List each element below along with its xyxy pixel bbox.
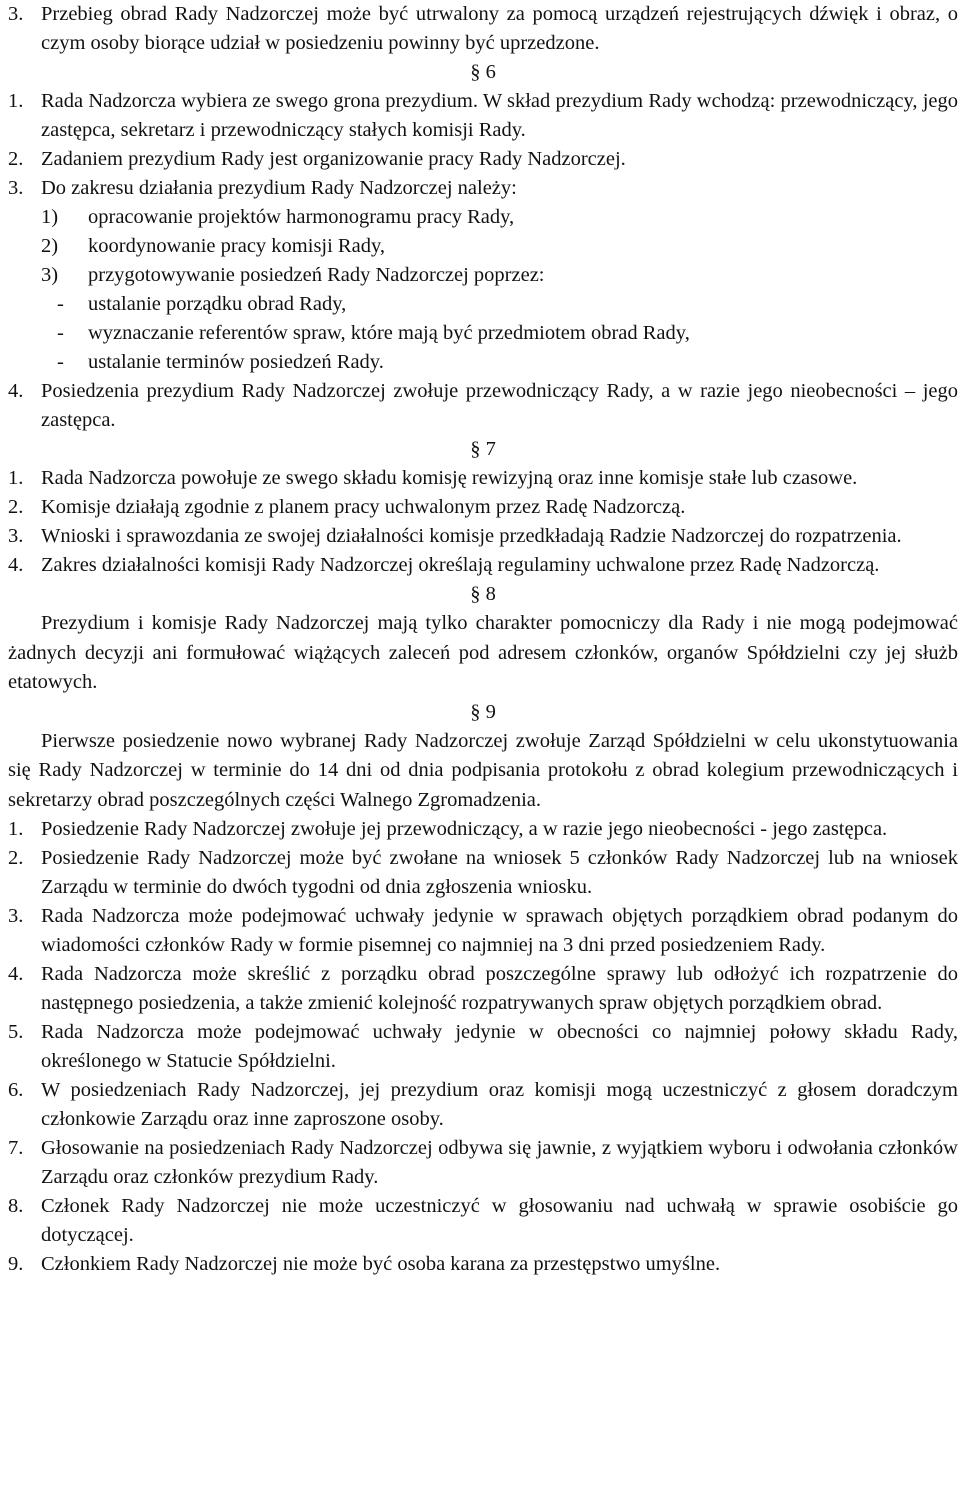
document-page <box>8 0 958 1279</box>
item-number: 2. <box>8 847 24 869</box>
dash-bullet: - <box>57 293 64 315</box>
list-item <box>8 902 958 960</box>
item-text: przygotowywanie posiedzeń Rady Nadzorczej poprzez: <box>88 264 545 286</box>
list-item <box>8 551 958 580</box>
section-heading: § 6 <box>470 61 496 83</box>
list-item <box>8 960 958 1018</box>
list-item <box>8 1018 958 1076</box>
item-text: Członek Rady Nadzorczej nie może uczestniczyć w głosowaniu nad uchwałą w sprawie osobiście go dotyczącej. <box>41 1195 958 1246</box>
sub-list-item <box>8 261 958 290</box>
item-number: 9. <box>8 1253 24 1275</box>
sub-list-item <box>8 232 958 261</box>
paragraph: Prezydium i komisje Rady Nadzorczej mają tylko charakter pomocniczy dla Rady i nie mogą podejmować żadnych decyzji ani formułować wiążących zaleceń pod adresem członków, organów Spółdzielni czy jej służb etatowych. <box>8 612 958 693</box>
section-heading: § 8 <box>470 583 496 605</box>
item-text: Rada Nadzorcza może skreślić z porządku obrad poszczególne sprawy lub odłożyć ich rozpatrzenie do następnego posiedzenia, a także zmienić kolejność rozpatrywanych spraw objętych porządkiem obrad. <box>41 963 958 1014</box>
list-item <box>8 1250 958 1279</box>
item-number: 3) <box>41 264 59 286</box>
list-item <box>8 815 958 844</box>
dash-list-item <box>8 319 958 348</box>
item-text: Rada Nadzorcza wybiera ze swego grona prezydium. W skład prezydium Rady wchodzą: przewodniczący, jego zastępca, sekretarz i przewodniczący stałych komisji Rady. <box>41 90 958 141</box>
dash-list-item <box>8 290 958 319</box>
list-item <box>8 1192 958 1250</box>
sub-list-item <box>8 203 958 232</box>
list-item <box>8 493 958 522</box>
item-text: ustalanie terminów posiedzeń Rady. <box>88 351 384 373</box>
item-text: Członkiem Rady Nadzorczej nie może być osoba karana za przestępstwo umyślne. <box>41 1253 721 1275</box>
item-text: Rada Nadzorcza powołuje ze swego składu komisję rewizyjną oraz inne komisje stałe lub czasowe. <box>41 467 858 489</box>
paragraph: Pierwsze posiedzenie nowo wybranej Rady Nadzorczej zwołuje Zarząd Spółdzielni w celu ukonstytuowania się Rady Nadzorczej w terminie do 14 dni od dnia podpisania protokołu z obrad kolegium przewodniczących i sekretarzy obrad poszczególnych części Walnego Zgromadzenia. <box>8 729 958 811</box>
dash-bullet: - <box>57 351 64 373</box>
dash-list-item <box>8 348 958 377</box>
item-text: Wnioski i sprawozdania ze swojej działalności komisje przedkładają Radzie Nadzorczej do rozpatrzenia. <box>41 525 902 547</box>
item-number: 2. <box>8 148 24 170</box>
list-item <box>8 377 958 435</box>
dash-bullet: - <box>57 322 64 344</box>
item-text: Do zakresu działania prezydium Rady Nadzorczej należy: <box>41 177 517 199</box>
item-number: 1. <box>8 90 24 112</box>
item-text: Posiedzenie Rady Nadzorczej może być zwołane na wniosek 5 członków Rady Nadzorczej lub na wniosek Zarządu w terminie do dwóch tygodni od dnia zgłoszenia wniosku. <box>41 847 958 898</box>
item-text: wyznaczanie referentów spraw, które mają być przedmiotem obrad Rady, <box>88 322 690 344</box>
item-text: Komisje działają zgodnie z planem pracy uchwalonym przez Radę Nadzorczą. <box>41 496 686 518</box>
item-number: 1. <box>8 467 24 489</box>
item-text: W posiedzeniach Rady Nadzorczej, jej prezydium oraz komisji mogą uczestniczyć z głosem doradczym członkowie Zarządu oraz inne zaproszone osoby. <box>41 1079 958 1130</box>
section-heading: § 7 <box>470 438 496 460</box>
item-number: 1. <box>8 818 24 840</box>
item-number: 3. <box>8 905 24 927</box>
section-heading: § 9 <box>470 700 496 723</box>
item-text: Głosowanie na posiedzeniach Rady Nadzorczej odbywa się jawnie, z wyjątkiem wyboru i odwołania członków Zarządu oraz członków prezydium Rady. <box>41 1137 958 1188</box>
item-number: 2. <box>8 496 24 518</box>
item-number: 4. <box>8 554 24 576</box>
item-number: 7. <box>8 1137 24 1159</box>
item-number: 6. <box>8 1079 24 1101</box>
list-item <box>8 145 958 174</box>
list-item <box>8 464 958 493</box>
item-text: opracowanie projektów harmonogramu pracy Rady, <box>88 206 515 228</box>
item-text: Zakres działalności komisji Rady Nadzorczej określają regulaminy uchwalone przez Radę Nadzorczą. <box>41 554 880 576</box>
item-number: 5. <box>8 1021 24 1043</box>
item-text: Posiedzenia prezydium Rady Nadzorczej zwołuje przewodniczący Rady, a w razie jego nieobecności – jego zastępca. <box>41 380 958 431</box>
list-item <box>8 522 958 551</box>
item-text: ustalanie porządku obrad Rady, <box>88 293 347 315</box>
item-number: 2) <box>41 235 59 257</box>
item-number: 3. <box>8 3 24 25</box>
list-item <box>8 87 958 145</box>
list-item <box>8 1134 958 1192</box>
list-item <box>8 844 958 902</box>
list-item <box>8 174 958 203</box>
item-text: Zadaniem prezydium Rady jest organizowanie pracy Rady Nadzorczej. <box>41 148 626 170</box>
item-text: Rada Nadzorcza może podejmować uchwały jedynie w obecności co najmniej połowy składu Rady, określonego w Statucie Spółdzielni. <box>41 1021 958 1072</box>
item-number: 3. <box>8 525 24 547</box>
item-text: Przebieg obrad Rady Nadzorczej może być utrwalony za pomocą urządzeń rejestrujących dźwięk i obraz, o czym osoby biorące udział w posiedzeniu powinny być uprzedzone. <box>41 3 958 54</box>
item-number: 4. <box>8 963 24 985</box>
list-item <box>8 1076 958 1134</box>
item-number: 1) <box>41 206 59 228</box>
item-text: Rada Nadzorcza może podejmować uchwały jedynie w sprawach objętych porządkiem obrad podanym do wiadomości członków Rady w formie pisemnej co najmniej na 3 dni przed posiedzeniem Rady. <box>41 905 958 956</box>
item-number: 4. <box>8 380 24 402</box>
list-item <box>8 0 958 58</box>
item-text: Posiedzenie Rady Nadzorczej zwołuje jej przewodniczący, a w razie jego nieobecności - jego zastępca. <box>41 818 888 840</box>
item-number: 3. <box>8 177 24 199</box>
item-text: koordynowanie pracy komisji Rady, <box>88 235 385 257</box>
item-number: 8. <box>8 1195 24 1217</box>
